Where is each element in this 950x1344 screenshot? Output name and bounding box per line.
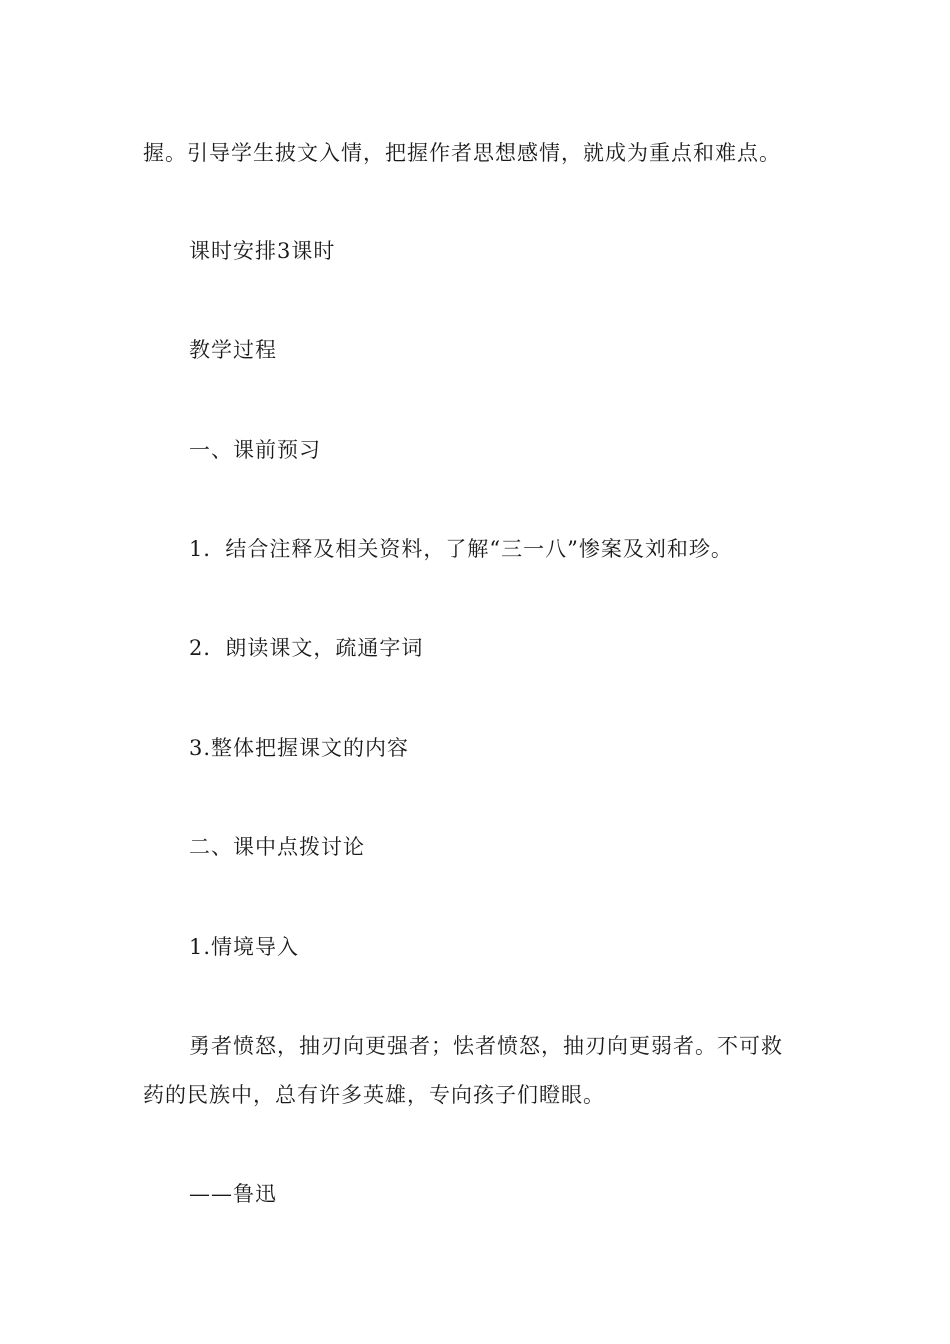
section-heading-discussion: 二、课中点拨讨论 <box>189 835 365 859</box>
quote-line-2: 药的民族中，总有许多英雄，专向孩子们瞪眼。 <box>143 1083 605 1107</box>
quote-attribution: ——鲁迅 <box>189 1182 277 1206</box>
list-item-2: 2．朗读课文，疏通字词 <box>189 636 424 660</box>
lesson-duration: 课时安排3课时 <box>189 239 336 263</box>
list-item-1: 1．结合注释及相关资料，了解“三一八”惨案及刘和珍。 <box>189 537 733 561</box>
paragraph-continuation: 握。引导学生披文入情，把握作者思想感情，就成为重点和难点。 <box>143 141 781 165</box>
quote-line-1: 勇者愤怒，抽刃向更强者；怯者愤怒，抽刃向更弱者。不可救 <box>189 1034 783 1058</box>
subsection-heading-intro: 1.情境导入 <box>189 935 300 959</box>
section-heading-teaching-process: 教学过程 <box>189 338 277 362</box>
section-heading-preview: 一、课前预习 <box>189 438 321 462</box>
list-item-3: 3.整体把握课文的内容 <box>189 736 410 760</box>
